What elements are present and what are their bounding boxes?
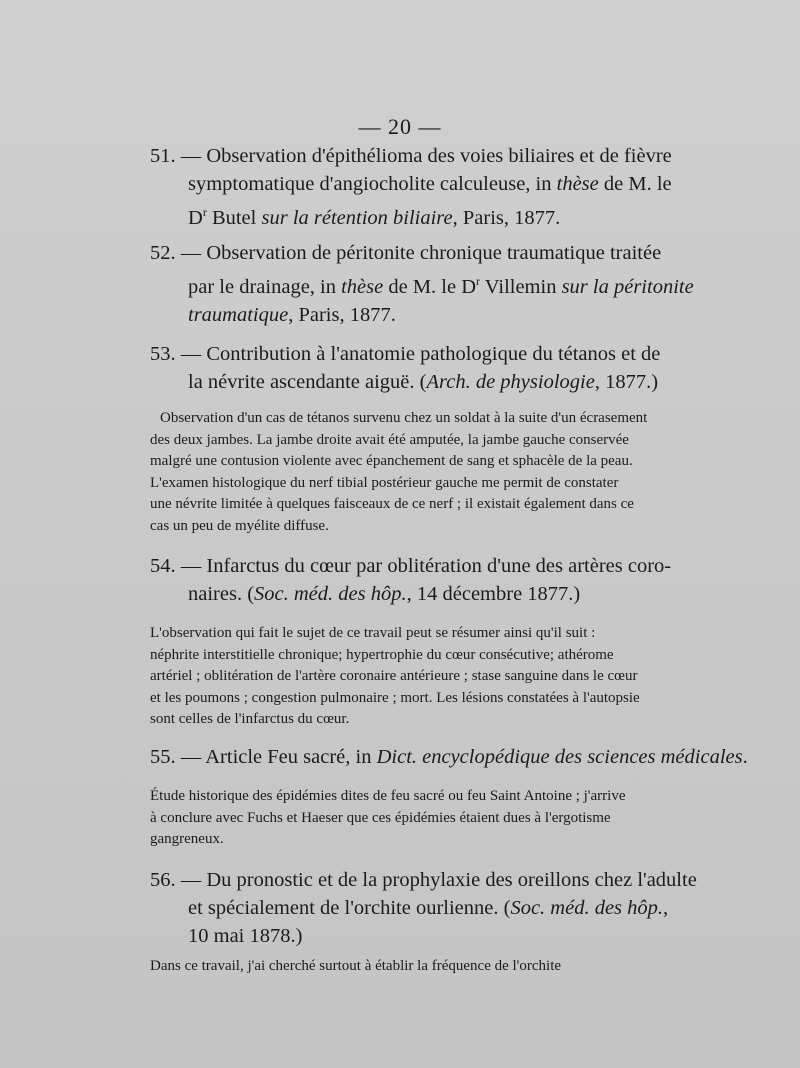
- entry-56-description: Dans ce travail, j'ai cherché surtout à établir la fréquence de l'orchite: [150, 958, 562, 974]
- entry-line: 51. — Observation d'épithélioma des voies biliaires et de fièvre: [150, 145, 672, 167]
- entry-line: et spécialement de l'orchite ourlienne. (Soc. méd. des hôp.,: [188, 897, 669, 919]
- entry-line: symptomatique d'angiocholite calculeuse, in thèse de M. le: [188, 173, 672, 195]
- entry-line: 52. — Observation de péritonite chronique traumatique traitée: [150, 242, 662, 264]
- entry-line: naires. (Soc. méd. des hôp., 14 décembre 1877.): [188, 583, 581, 605]
- entry-line: 56. — Du pronostic et de la prophylaxie des oreillons chez l'adulte: [150, 869, 697, 891]
- entry-55-description: Étude historique des épidémies dites de feu sacré ou feu Saint Antoine ; j'arrive à conclure avec Fuchs et Haeser que ces épidémies étaient dues à l'ergotisme gangreneux.: [150, 788, 626, 847]
- entry-line: 53. — Contribution à l'anatomie pathologique du tétanos et de: [150, 343, 661, 365]
- bibliography-entry-54: [150, 552, 706, 608]
- bibliography-entry-53: [150, 340, 706, 396]
- bibliography-entry-51: [150, 142, 706, 232]
- entry-line: 55. — Article Feu sacré, in Dict. encyclopédique des sciences médicales.: [150, 746, 748, 768]
- entry-line: 10 mai 1878.): [188, 925, 303, 947]
- page-number: — 20 —: [358, 114, 442, 139]
- entry-line: par le drainage, in thèse de M. le $D^r$ Villemin sur la péritonite: [188, 274, 694, 298]
- bibliography-entry-52: [150, 239, 706, 329]
- entry-line: $D^r$ Butel sur la rétention biliaire, Paris, 1877.: [188, 205, 561, 229]
- entry-53-description: Observation d'un cas de tétanos survenu chez un soldat à la suite d'un écrasement des deux jambes. La jambe droite avait été amputée, la jambe gauche conservée malgré une contusion violente avec épanchement de sang et sphacèle de la peau. L'examen histologique du nerf tibial postérieur gauche me permit de constater une névrite limitée à quelques faisceaux de ce nerf ; il existait également dans ce cas un peu de myélite diffuse.: [150, 410, 648, 534]
- entry-line: 54. — Infarctus du cœur par oblitération d'une des artères coro-: [150, 555, 672, 577]
- entry-line: la névrite ascendante aiguë. (Arch. de physiologie, 1877.): [188, 371, 659, 393]
- bibliography-entry-55: [150, 743, 748, 771]
- entry-54-description: L'observation qui fait le sujet de ce travail peut se résumer ainsi qu'il suit : néphrite interstitielle chronique; hypertrophie du cœur consécutive; athérome artériel ; oblitération de l'artère coronaire antérieure ; stase sanguine dans le cœur et les poumons ; congestion pulmonaire ; mort. Les lésions constatées à l'autopsie sont celles de l'infarctus du cœur.: [150, 625, 640, 727]
- entry-line: traumatique, Paris, 1877.: [188, 303, 396, 326]
- bibliography-entry-56: [150, 866, 706, 950]
